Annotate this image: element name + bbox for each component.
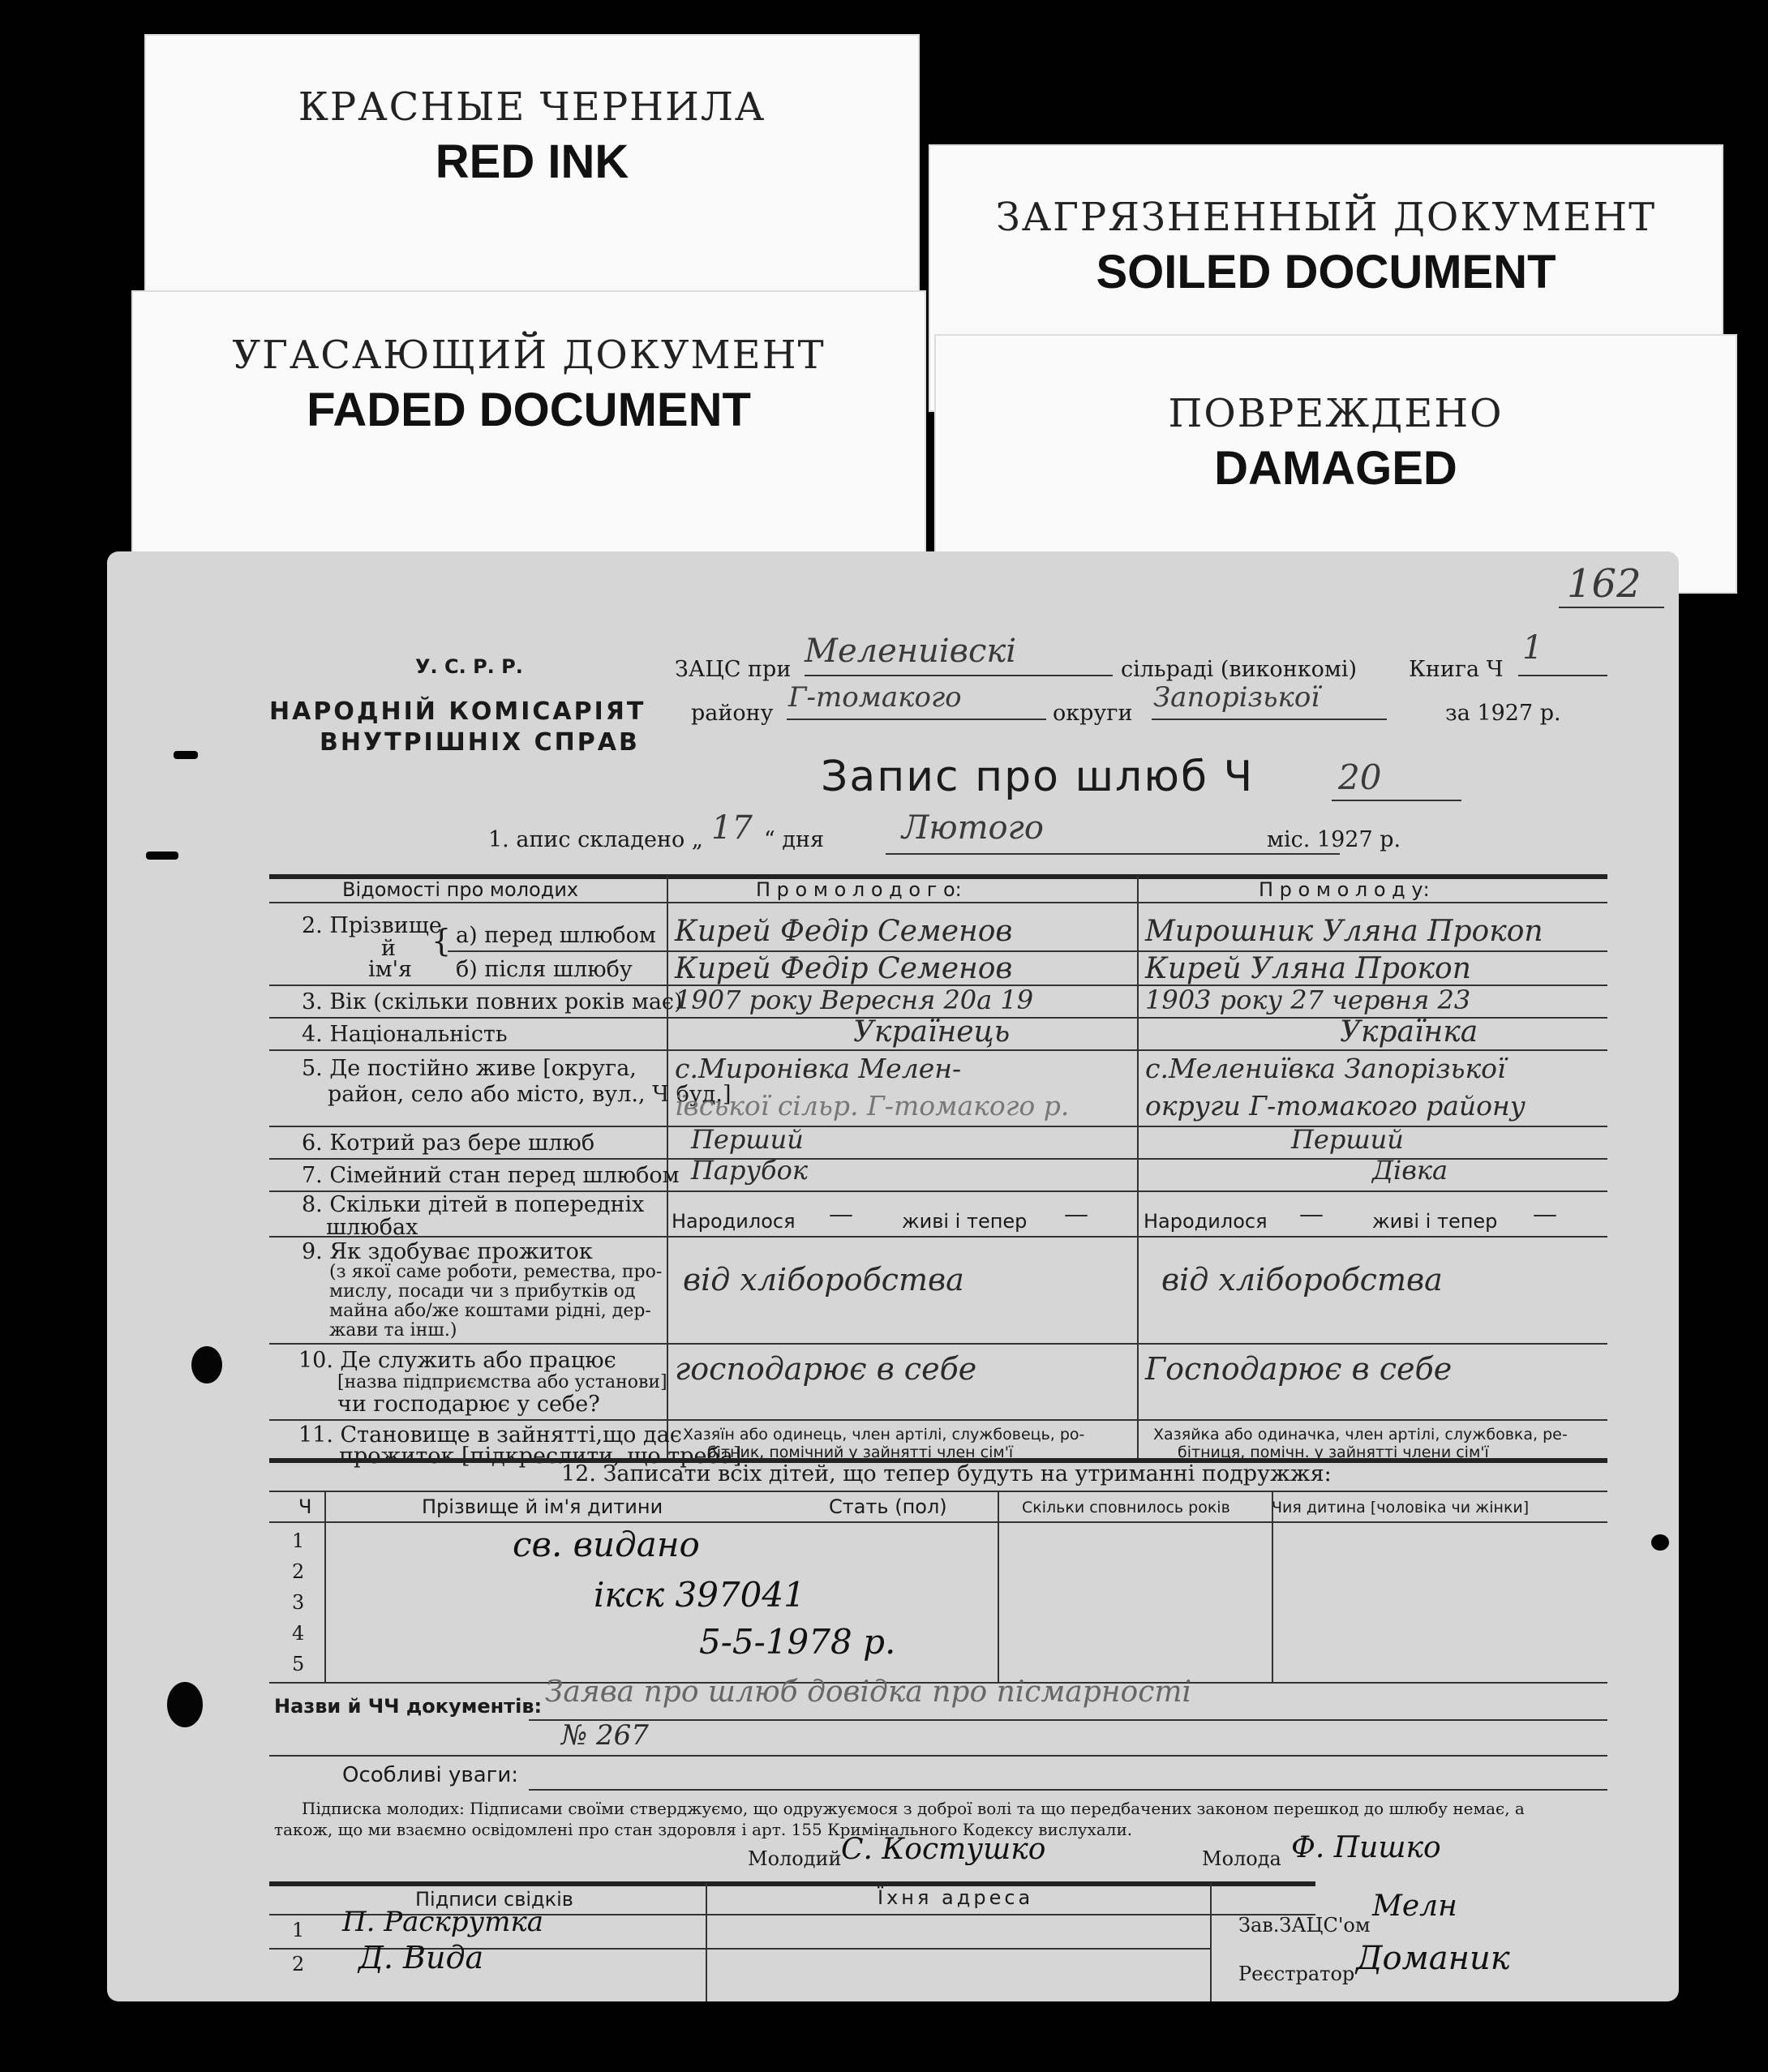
row8a-label: 8. Скільки дітей в попередніх [302, 1192, 645, 1217]
witness-right-border [1210, 1883, 1212, 2001]
address-header: Їхня адреса [878, 1886, 1034, 1909]
documents-label: Назви й ЧЧ документів: [274, 1695, 543, 1718]
row4-rule [269, 1049, 1607, 1051]
ussr-label: У. С. Р. Р. [415, 655, 523, 678]
bride-residence1: с.Мелениївка Запорізької [1145, 1053, 1506, 1084]
signature-text1: Підписка молодих: Підписами своїми стверджуємо, що одружуємося з доброї волі та що передбачених законом перешкод до шлюбу немає, а [302, 1799, 1525, 1818]
children-note3: 5-5-1978 р. [699, 1622, 896, 1662]
children-col-3 [1272, 1491, 1273, 1682]
groom-residence2: ївської сільр. Г-томакого р. [675, 1090, 1070, 1122]
children-h-num: Ч [298, 1495, 312, 1518]
groom-after: Кирей Федір Семенов [675, 952, 1013, 985]
row2-label: 2. Прізвище [302, 913, 442, 938]
row11a-label: 11. Становище в зайнятті,що дає [298, 1422, 682, 1448]
faded-ru: УГАСАЮЩИЙ ДОКУМЕНТ [232, 332, 826, 378]
children-row-number: 3 [292, 1591, 305, 1614]
row2b-label: б) після шлюбу [456, 957, 633, 982]
page-number: 162 [1567, 561, 1641, 607]
documents-value1: Заява про шлюб довідка про пісмарності [545, 1675, 1192, 1709]
okruha-underline [1152, 719, 1387, 720]
record-number: 20 [1338, 757, 1382, 797]
bride-sign-label: Молода [1202, 1847, 1281, 1870]
witness2-num: 2 [292, 1953, 305, 1975]
bride-after: Кирей Уляна Прокоп [1145, 952, 1471, 985]
witness-header: Підписи свідків [415, 1888, 573, 1911]
col-bride-header: П р о м о л о д у: [1259, 878, 1430, 901]
groom-signature: С. Костушко [841, 1833, 1046, 1866]
groom-nationality: Українець [853, 1015, 1011, 1049]
damage-mark [1651, 1534, 1669, 1551]
groom-work: господарює в себе [675, 1351, 977, 1387]
okruha-value: Запорізької [1153, 681, 1320, 714]
documents-underline2 [269, 1755, 1607, 1757]
internal-affairs-label: ВНУТРІШНІХ СПРАВ [320, 728, 640, 757]
zags-value: Мелениівскі [805, 633, 1017, 670]
row2a-label: а) перед шлюбом [456, 923, 656, 948]
bride-signature: Ф. Пишко [1291, 1831, 1441, 1864]
children-h-whose: Чия дитина [чоловіка чи жінки] [1272, 1499, 1530, 1516]
row5-rule [269, 1126, 1607, 1127]
date-underline [886, 853, 1340, 855]
row8-rule [269, 1236, 1607, 1238]
children-note2: ікск 397041 [594, 1575, 805, 1615]
date-day: 17 [711, 809, 753, 847]
children-header-rule [269, 1521, 1607, 1523]
row4-label: 4. Національність [302, 1022, 508, 1047]
notes-underline [529, 1789, 1607, 1791]
children-row-number: 2 [292, 1560, 305, 1583]
signature-text2: також, що ми взаємно освідомлені про стан здоровля і арт. 155 Кримінального Кодексу вислухали. [274, 1820, 1133, 1839]
groom-residence1: с.Миронівка Мелен- [675, 1053, 962, 1084]
red-ink-card [144, 34, 920, 310]
children-row-number: 5 [292, 1653, 305, 1675]
commissariat-label: НАРОДНІЙ КОМІСАРІЯТ [269, 697, 646, 726]
row8b-label: шлюбах [326, 1215, 418, 1240]
groom-status: Парубок [691, 1155, 808, 1186]
red-ink-en: RED INK [435, 135, 629, 188]
punch-hole [191, 1346, 222, 1383]
row9b-label: (з якої саме роботи, ремества, про- [329, 1262, 663, 1282]
bride-livelihood: від хліборобства [1161, 1262, 1443, 1298]
children-row-number: 4 [292, 1622, 305, 1645]
witness2-signature: Д. Вида [358, 1940, 484, 1975]
soiled-en: SOILED DOCUMENT [1096, 246, 1556, 298]
bride-born: — [1299, 1200, 1324, 1229]
row9-rule [269, 1343, 1607, 1345]
bride-residence2: округи Г-томакого району [1145, 1090, 1526, 1122]
row6-label: 6. Котрий раз бере шлюб [302, 1130, 595, 1156]
groom-times: Перший [691, 1124, 804, 1155]
row9c-label: мислу, посади чи з прибутків од [329, 1281, 636, 1302]
children-top-rule [269, 1491, 1607, 1492]
head-label: Зав.ЗАЦС'ом [1238, 1914, 1371, 1937]
date-suffix: міс. 1927 р. [1267, 827, 1401, 852]
page-number-underline [1559, 607, 1664, 608]
damage-mark [146, 852, 178, 860]
bride-alive-label: живі і тепер [1372, 1210, 1498, 1233]
red-ink-ru: КРАСНЫЕ ЧЕРНИЛА [298, 84, 766, 130]
okruha-label: округи [1053, 701, 1133, 726]
row5a-label: 5. Де постійно живе [округа, [302, 1056, 637, 1081]
brace: { [431, 923, 452, 959]
witness1-num: 1 [292, 1919, 305, 1941]
faded-card [131, 290, 926, 574]
soiled-ru: ЗАГРЯЗНЕННЫЙ ДОКУМЕНТ [995, 195, 1657, 240]
date-month: Лютого [902, 809, 1044, 847]
registrar-signature: Доманик [1356, 1940, 1510, 1977]
groom-alive: — [1064, 1200, 1088, 1229]
punch-hole [167, 1682, 203, 1727]
damage-mark [174, 751, 198, 759]
bride-nationality: Українка [1340, 1015, 1478, 1049]
damaged-en: DAMAGED [1214, 442, 1457, 495]
row3-label: 3. Вік (скільки повних років має) [302, 989, 683, 1015]
groom-sign-label: Молодий [748, 1847, 842, 1870]
book-value: 1 [1522, 629, 1543, 667]
bride-alive: — [1533, 1200, 1557, 1229]
book-label: Книга Ч [1409, 657, 1504, 682]
head-signature: Мелн [1372, 1890, 1457, 1923]
bride-born-label: Народилося [1144, 1210, 1268, 1233]
groom-livelihood: від хліборобства [683, 1262, 964, 1298]
bride-position1: Хазяйка або одиначка, член артілі, службовка, ре- [1153, 1426, 1568, 1444]
col-divider-2 [1137, 876, 1139, 1458]
children-h-age: Скільки сповнилось років [1022, 1499, 1230, 1516]
registrar-label: Реєстратор [1238, 1963, 1355, 1985]
witness-top-rule [269, 1881, 1315, 1886]
row5b-label: район, село або місто, вул., Ч буд.] [328, 1082, 732, 1107]
witness-col-divider [706, 1883, 707, 2001]
children-h-name: Прізвище й ім'я дитини [422, 1495, 663, 1518]
table-header-rule [269, 902, 1607, 903]
marriage-record-form [107, 551, 1679, 2001]
children-col-2 [998, 1491, 999, 1682]
children-h-sex: Стать (пол) [829, 1495, 947, 1518]
bride-times: Перший [1291, 1124, 1404, 1155]
groom-position1: Хазяїн або одинець, член артілі, службовець, ро- [683, 1426, 1085, 1444]
row9e-label: жави та інш.) [329, 1320, 457, 1341]
children-col-1 [324, 1491, 326, 1682]
date-prefix: 1. апис складено „ [488, 827, 703, 852]
faded-en: FADED DOCUMENT [307, 384, 751, 436]
row11b-label: прожиток [підкреслити, що треба] [339, 1444, 742, 1469]
raion-label: району [691, 701, 774, 726]
row9a-label: 9. Як здобуває прожиток [302, 1239, 593, 1264]
record-number-underline [1332, 800, 1461, 801]
groom-position2: бітник, помічний у зайнятті член сім'ї [707, 1444, 1014, 1461]
row2-sub: й [381, 936, 396, 961]
groom-age: 1907 року Вересня 20а 19 [675, 985, 1034, 1015]
row10a-label: 10. Де служить або працює [298, 1348, 616, 1373]
book-underline [1518, 675, 1607, 676]
children-title: 12. Записати всіх дітей, що тепер будуть на утриманні подружжя: [561, 1461, 1332, 1486]
row9d-label: майна або/же коштами рідні, дер- [329, 1301, 651, 1321]
children-row-number: 1 [292, 1529, 305, 1552]
zags-prefix: ЗАЦС при [675, 657, 792, 682]
bride-age: 1903 року 27 червня 23 [1145, 985, 1471, 1015]
date-mid: “ дня [764, 827, 825, 852]
year-text: за 1927 р. [1445, 701, 1561, 726]
children-note1: св. видано [513, 1525, 700, 1564]
row2-sub2: ім'я [368, 957, 413, 982]
documents-value2: № 267 [561, 1719, 649, 1752]
zags-underline [805, 675, 1113, 676]
bride-before: Мирошник Уляна Прокоп [1145, 915, 1543, 948]
documents-underline1 [529, 1719, 1607, 1721]
bride-position2: бітниця, помічн. у зайнятті члени сім'ї [1178, 1444, 1489, 1461]
col-groom-header: П р о м о л о д о г о: [756, 878, 962, 901]
silrada-label: сільраді (виконкомі) [1121, 657, 1357, 682]
row10b-label: [назва підприємства або установи] [337, 1372, 667, 1392]
groom-born-label: Народилося [672, 1210, 796, 1233]
damaged-ru: ПОВРЕЖДЕНО [1168, 391, 1504, 436]
groom-before: Кирей Федір Семенов [675, 915, 1013, 948]
bride-work: Господарює в себе [1145, 1351, 1453, 1387]
row7-label: 7. Сімейний стан перед шлюбом [302, 1163, 680, 1188]
witness1-signature: П. Раскрутка [342, 1906, 544, 1938]
bride-status: Дівка [1372, 1155, 1448, 1186]
row10c-label: чи господарює у себе? [337, 1392, 600, 1417]
raion-value: Г-томакого [788, 681, 962, 714]
col-info-header: Відомості про молодих [342, 878, 579, 901]
raion-underline [787, 719, 1046, 720]
notes-label: Особливі уваги: [342, 1763, 518, 1787]
groom-born: — [829, 1200, 853, 1229]
record-title: Запис про шлюб Ч [821, 753, 1255, 801]
row10-rule [269, 1419, 1607, 1421]
groom-alive-label: живі і тепер [902, 1210, 1028, 1233]
